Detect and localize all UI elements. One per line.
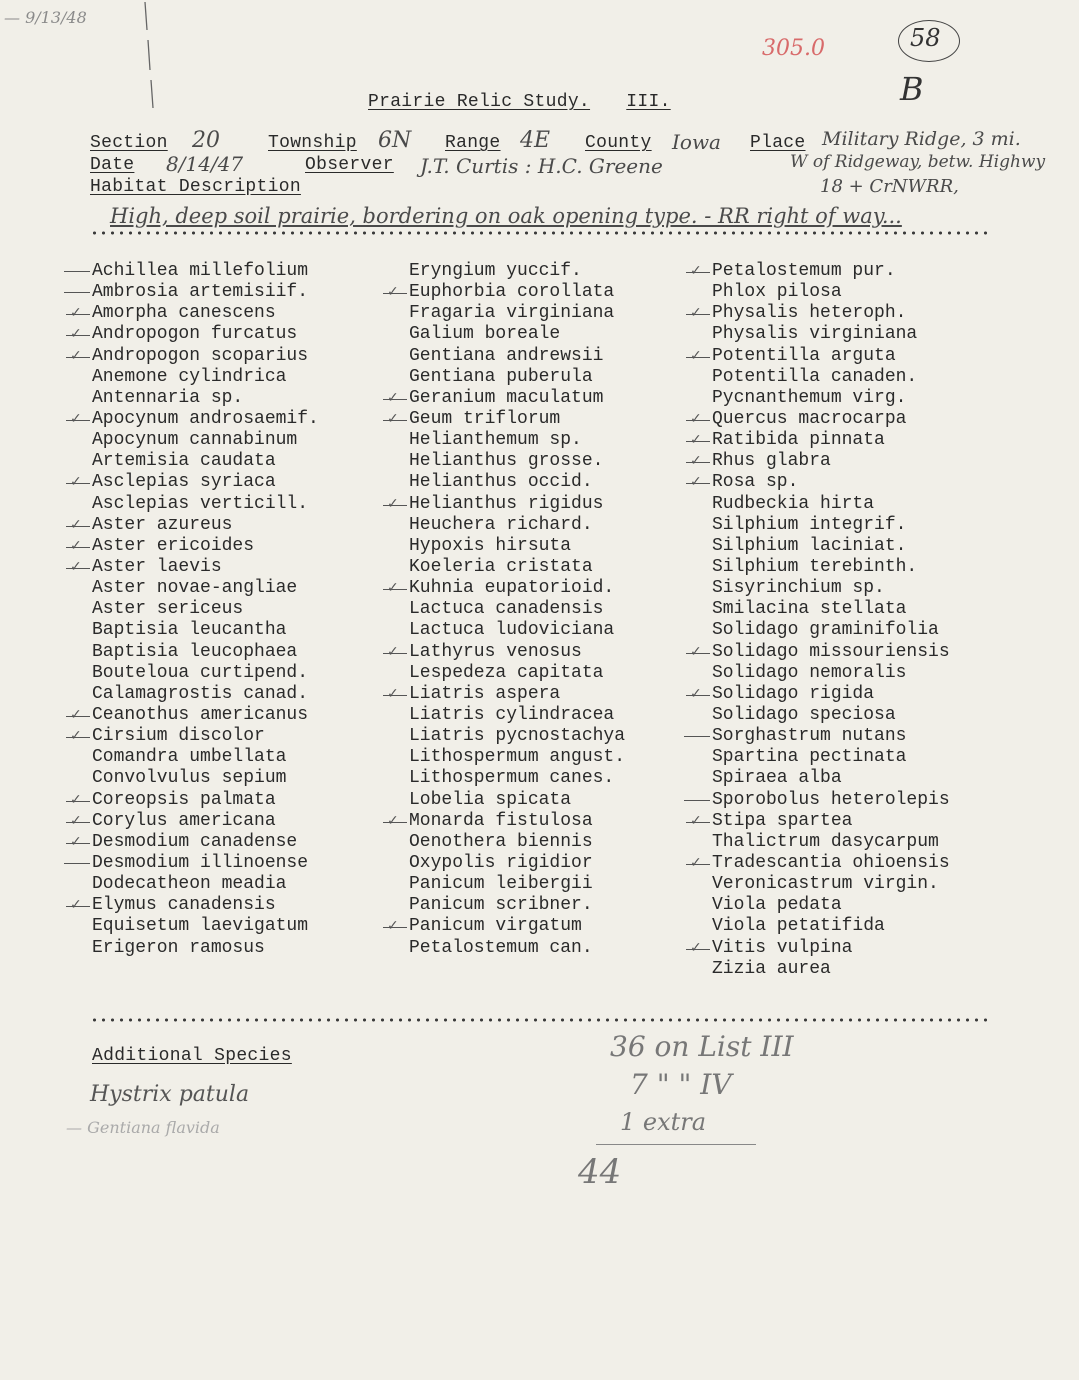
species-row xyxy=(92,726,319,747)
species-row xyxy=(712,472,950,493)
species-name: Aster novae-angliae xyxy=(92,578,298,599)
species-name: Petalostemum can. xyxy=(409,937,593,958)
species-row xyxy=(712,346,950,367)
section-label: Section xyxy=(90,133,168,153)
species-name: Solidago speciosa xyxy=(712,704,896,725)
species-name: Lespedeza capitata xyxy=(409,662,604,683)
species-name: Antennaria sp. xyxy=(92,387,244,408)
species-row xyxy=(92,367,319,388)
species-name: Koeleria cristata xyxy=(409,556,593,577)
range-label: Range xyxy=(445,133,501,153)
species-name: Ambrosia artemisiif. xyxy=(92,282,309,303)
species-row xyxy=(409,853,625,874)
species-name: Stipa spartea xyxy=(712,810,853,831)
species-name: Calamagrostis canad. xyxy=(92,683,309,704)
species-name: Dodecatheon meadia xyxy=(92,874,287,895)
species-name: Helianthus grosse. xyxy=(409,451,604,472)
species-name: Physalis heteroph. xyxy=(712,303,907,324)
species-row xyxy=(409,895,625,916)
species-column-1 xyxy=(92,261,319,959)
species-row xyxy=(409,832,625,853)
tally-list-iii: 36 on List III xyxy=(610,1030,794,1063)
species-name: Panicum virgatum xyxy=(409,916,582,937)
species-row xyxy=(92,430,319,451)
species-row xyxy=(92,938,319,959)
species-row xyxy=(92,620,319,641)
species-row xyxy=(409,747,625,768)
species-row xyxy=(92,261,319,282)
species-name: Heuchera richard. xyxy=(409,514,593,535)
species-name: Desmodium canadense xyxy=(92,831,298,852)
species-name: Viola pedata xyxy=(712,895,842,916)
species-row xyxy=(409,557,625,578)
species-name: Eryngium yuccif. xyxy=(409,261,582,281)
species-name: Liatris pycnostachya xyxy=(409,726,626,747)
species-name: Anemone cylindrica xyxy=(92,366,287,387)
species-name: Panicum leibergii xyxy=(409,874,593,895)
species-row xyxy=(712,811,950,832)
species-row xyxy=(409,409,625,430)
species-row xyxy=(712,409,950,430)
species-name: Petalostemum pur. xyxy=(712,261,896,281)
additional-species-1: Hystrix patula xyxy=(90,1082,250,1107)
species-row xyxy=(409,578,625,599)
species-row xyxy=(92,895,319,916)
county-value: Iowa xyxy=(672,130,721,154)
species-name: Potentilla arguta xyxy=(712,345,896,366)
species-name: Smilacina stellata xyxy=(712,599,907,620)
species-name: Aster laevis xyxy=(92,556,222,577)
place-value-line3: 18 + CrNWRR, xyxy=(820,176,959,197)
species-row xyxy=(409,726,625,747)
species-name: Spiraea alba xyxy=(712,768,842,789)
species-name: Silphium integrif. xyxy=(712,514,907,535)
species-name: Rosa sp. xyxy=(712,472,799,493)
species-name: Pycnanthemum virg. xyxy=(712,387,907,408)
species-name: Achillea millefolium xyxy=(92,261,309,281)
species-row xyxy=(92,515,319,536)
species-row xyxy=(92,832,319,853)
margin-date: — 9/13/48 xyxy=(4,8,87,27)
species-row xyxy=(712,494,950,515)
species-row xyxy=(712,895,950,916)
species-name: Helianthus occid. xyxy=(409,472,593,493)
species-row xyxy=(92,409,319,430)
species-name: Sorghastrum nutans xyxy=(712,726,907,747)
township-label: Township xyxy=(268,133,357,153)
species-name: Sporobolus heterolepis xyxy=(712,789,950,810)
species-name: Asclepias syriaca xyxy=(92,472,276,493)
species-name: Apocynum androsaemif. xyxy=(92,408,319,429)
tally-sum-rule xyxy=(596,1144,756,1145)
species-row xyxy=(92,388,319,409)
species-name: Zizia aurea xyxy=(712,958,831,979)
species-name: Viola petatifida xyxy=(712,916,885,937)
tally-total: 44 xyxy=(578,1152,622,1192)
species-name: Kuhnia eupatorioid. xyxy=(409,578,615,599)
species-row xyxy=(409,367,625,388)
species-name: Silphium terebinth. xyxy=(712,556,918,577)
species-row xyxy=(712,599,950,620)
species-name: Oxypolis rigidior xyxy=(409,852,593,873)
species-row xyxy=(409,790,625,811)
title-numeral: III. xyxy=(626,92,671,112)
species-row xyxy=(92,684,319,705)
species-name: Amorpha canescens xyxy=(92,303,276,324)
species-name: Elymus canadensis xyxy=(92,895,276,916)
species-row xyxy=(409,261,625,282)
observer-value: J.T. Curtis : H.C. Greene xyxy=(420,154,663,178)
species-name: Solidago nemoralis xyxy=(712,662,907,683)
species-name: Apocynum cannabinum xyxy=(92,430,298,451)
species-row xyxy=(409,599,625,620)
species-row xyxy=(92,790,319,811)
species-name: Quercus macrocarpa xyxy=(712,408,907,429)
species-row xyxy=(92,663,319,684)
species-row xyxy=(92,874,319,895)
species-row xyxy=(712,705,950,726)
species-name: Monarda fistulosa xyxy=(409,810,593,831)
species-name: Cirsium discolor xyxy=(92,726,265,747)
species-row xyxy=(409,684,625,705)
species-name: Helianthus rigidus xyxy=(409,493,604,514)
species-name: Potentilla canaden. xyxy=(712,366,918,387)
species-name: Bouteloua curtipend. xyxy=(92,662,309,683)
species-row xyxy=(712,261,950,282)
species-row xyxy=(409,388,625,409)
section-value: 20 xyxy=(192,128,220,153)
sheet-letter: B xyxy=(900,70,924,108)
species-column-2 xyxy=(409,261,625,959)
species-name: Aster azureus xyxy=(92,514,233,535)
species-row xyxy=(712,663,950,684)
species-name: Silphium laciniat. xyxy=(712,535,907,556)
observer-label: Observer xyxy=(305,155,394,175)
species-row xyxy=(712,515,950,536)
species-row xyxy=(92,494,319,515)
species-row xyxy=(409,494,625,515)
species-row xyxy=(712,451,950,472)
species-name: Geum triflorum xyxy=(409,408,561,429)
species-row xyxy=(92,536,319,557)
species-name: Spartina pectinata xyxy=(712,747,907,768)
species-name: Gentiana puberula xyxy=(409,366,593,387)
species-name: Phlox pilosa xyxy=(712,282,842,303)
species-row xyxy=(409,620,625,641)
dotted-rule-top xyxy=(90,231,990,235)
species-name: Physalis virginiana xyxy=(712,324,918,345)
species-name: Lathyrus venosus xyxy=(409,641,582,662)
place-value-line2: W of Ridgeway, betw. Highwy xyxy=(790,152,1046,172)
species-row xyxy=(92,346,319,367)
species-row xyxy=(409,324,625,345)
species-name: Sisyrinchium sp. xyxy=(712,578,885,599)
species-row xyxy=(712,959,950,980)
county-label: County xyxy=(585,133,652,153)
species-row xyxy=(92,853,319,874)
species-row xyxy=(92,557,319,578)
species-row xyxy=(409,536,625,557)
species-row xyxy=(92,599,319,620)
species-row xyxy=(712,790,950,811)
species-name: Lithospermum canes. xyxy=(409,768,615,789)
species-row xyxy=(92,642,319,663)
species-row xyxy=(92,282,319,303)
species-row xyxy=(409,346,625,367)
species-row xyxy=(712,557,950,578)
title-text: Prairie Relic Study. xyxy=(368,92,591,112)
species-name: Aster sericeus xyxy=(92,599,244,620)
species-row xyxy=(409,451,625,472)
circled-number: 58 xyxy=(910,24,941,52)
species-name: Solidago rigida xyxy=(712,683,875,704)
species-name: Ratibida pinnata xyxy=(712,430,885,451)
species-name: Thalictrum dasycarpum xyxy=(712,831,939,852)
species-row xyxy=(712,367,950,388)
species-name: Tradescantia ohioensis xyxy=(712,852,950,873)
species-name: Liatris cylindracea xyxy=(409,704,615,725)
species-name: Andropogon furcatus xyxy=(92,324,298,345)
species-name: Corylus americana xyxy=(92,810,276,831)
species-row xyxy=(712,853,950,874)
species-row xyxy=(409,811,625,832)
species-row xyxy=(92,705,319,726)
species-name: Solidago missouriensis xyxy=(712,641,950,662)
species-row xyxy=(712,388,950,409)
species-row xyxy=(92,811,319,832)
species-name: Oenothera biennis xyxy=(409,831,593,852)
species-row xyxy=(409,916,625,937)
species-row xyxy=(92,472,319,493)
species-row xyxy=(409,874,625,895)
species-name: Hypoxis hirsuta xyxy=(409,535,572,556)
range-value: 4E xyxy=(520,128,551,153)
species-row xyxy=(409,282,625,303)
species-name: Rudbeckia hirta xyxy=(712,493,875,514)
species-name: Fragaria virginiana xyxy=(409,303,615,324)
species-name: Helianthemum sp. xyxy=(409,430,582,451)
species-name: Vitis vulpina xyxy=(712,937,853,958)
species-name: Lactuca canadensis xyxy=(409,599,604,620)
species-name: Gentiana andrewsii xyxy=(409,345,604,366)
species-name: Ceanothus americanus xyxy=(92,704,309,725)
species-row xyxy=(712,642,950,663)
species-name: Panicum scribner. xyxy=(409,895,593,916)
species-name: Desmodium illinoense xyxy=(92,852,309,873)
place-label: Place xyxy=(750,133,806,153)
species-name: Lactuca ludoviciana xyxy=(409,620,615,641)
place-value-line1: Military Ridge, 3 mi. xyxy=(822,128,1021,150)
species-row xyxy=(712,620,950,641)
species-row xyxy=(92,578,319,599)
species-row xyxy=(409,663,625,684)
species-row xyxy=(409,938,625,959)
species-row xyxy=(712,684,950,705)
species-name: Convolvulus sepium xyxy=(92,768,287,789)
species-name: Baptisia leucophaea xyxy=(92,641,298,662)
species-row xyxy=(409,515,625,536)
species-row xyxy=(712,916,950,937)
species-row xyxy=(92,324,319,345)
species-name: Rhus glabra xyxy=(712,451,831,472)
species-name: Asclepias verticill. xyxy=(92,493,309,514)
species-name: Comandra umbellata xyxy=(92,747,287,768)
date-value: 8/14/47 xyxy=(166,152,244,176)
margin-scribble xyxy=(120,0,160,110)
species-row xyxy=(409,642,625,663)
species-row xyxy=(409,303,625,324)
species-row xyxy=(409,768,625,789)
species-name: Baptisia leucantha xyxy=(92,620,287,641)
species-column-3 xyxy=(712,261,950,980)
species-row xyxy=(92,303,319,324)
species-row xyxy=(712,747,950,768)
species-row xyxy=(92,451,319,472)
species-name: Geranium maculatum xyxy=(409,387,604,408)
species-name: Lithospermum angust. xyxy=(409,747,626,768)
species-name: Veronicastrum virgin. xyxy=(712,874,939,895)
species-row xyxy=(92,768,319,789)
species-row xyxy=(712,726,950,747)
township-value: 6N xyxy=(378,128,412,153)
species-name: Lobelia spicata xyxy=(409,789,572,810)
species-row xyxy=(712,303,950,324)
species-row xyxy=(409,705,625,726)
species-row xyxy=(712,832,950,853)
species-row xyxy=(712,768,950,789)
species-name: Euphorbia corollata xyxy=(409,282,615,303)
species-name: Aster ericoides xyxy=(92,535,255,556)
species-row xyxy=(712,430,950,451)
tally-list-iv: 7 " " IV xyxy=(630,1068,732,1101)
dotted-rule-bottom xyxy=(90,1018,990,1022)
habitat-label: Habitat Description xyxy=(90,177,301,197)
species-name: Equisetum laevigatum xyxy=(92,916,309,937)
species-name: Artemisia caudata xyxy=(92,451,276,472)
page-title xyxy=(368,92,671,112)
tally-extra: 1 extra xyxy=(620,1108,707,1136)
species-row xyxy=(712,874,950,895)
species-name: Galium boreale xyxy=(409,324,561,345)
species-row xyxy=(712,282,950,303)
species-name: Andropogon scoparius xyxy=(92,345,309,366)
species-name: Erigeron ramosus xyxy=(92,937,265,958)
additional-species-2: — Gentiana flavida xyxy=(66,1118,220,1137)
species-row xyxy=(409,472,625,493)
habitat-description: High, deep soil prairie, bordering on oak opening type. - RR right of way... xyxy=(110,204,902,228)
species-row xyxy=(92,747,319,768)
date-label: Date xyxy=(90,155,135,175)
species-row xyxy=(92,916,319,937)
species-row xyxy=(712,536,950,557)
species-row xyxy=(712,938,950,959)
species-name: Liatris aspera xyxy=(409,683,561,704)
species-row xyxy=(409,430,625,451)
species-row xyxy=(712,578,950,599)
species-name: Solidago graminifolia xyxy=(712,620,939,641)
additional-species-label: Additional Species xyxy=(92,1046,292,1066)
accession-number: 305.0 xyxy=(762,36,825,61)
species-row xyxy=(712,324,950,345)
species-name: Coreopsis palmata xyxy=(92,789,276,810)
